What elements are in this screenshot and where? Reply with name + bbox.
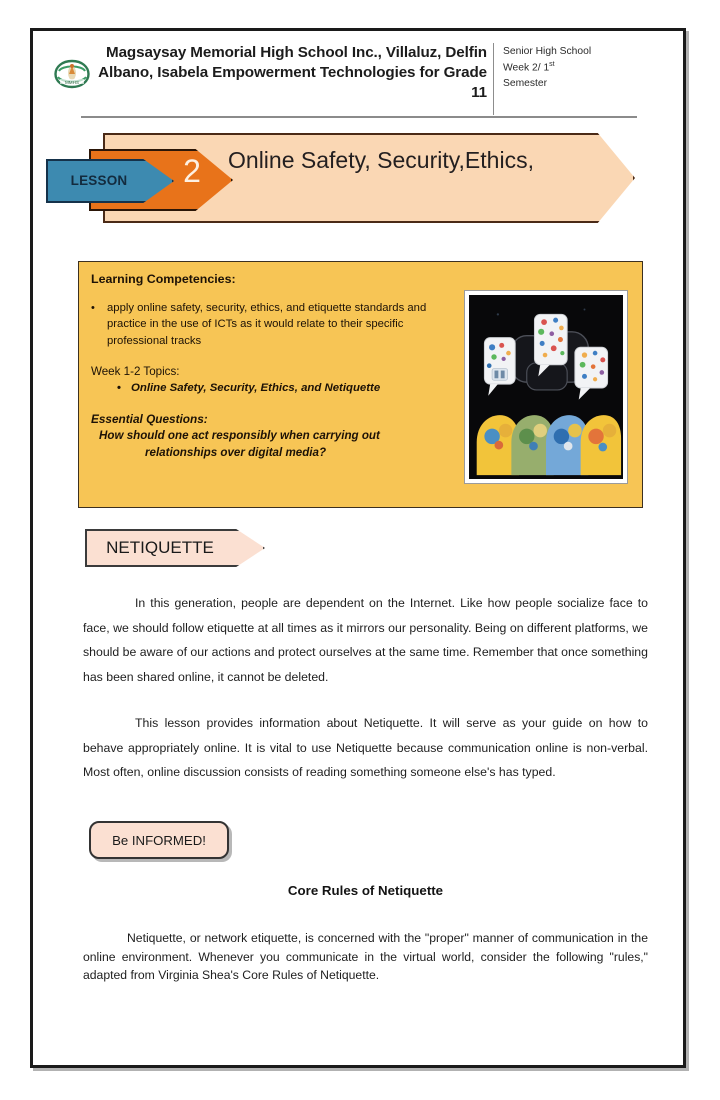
header-meta-week: Week 2/ 1 bbox=[503, 62, 550, 74]
week-topics-label: Week 1-2 Topics: bbox=[91, 365, 180, 379]
essential-question-line-2: relationships over digital media? bbox=[145, 446, 327, 460]
bullet-icon: • bbox=[91, 302, 95, 314]
header-meta-line-3: Semester bbox=[503, 77, 548, 89]
be-informed-label: Be INFORMED! bbox=[112, 833, 206, 848]
week-topic-item: • Online Safety, Security, Ethics, and Netiquette bbox=[131, 382, 463, 394]
netiquette-paragraph-2: This lesson provides information about Netiquette. It will serve as your guide on how to behave appropriately online. It is vital to use Netiquette because communication online is non-verbal. Most often, online discussion consists of reading something someone else's has typed. bbox=[83, 716, 648, 780]
school-seal-icon bbox=[53, 57, 91, 91]
header-meta bbox=[503, 44, 653, 91]
essential-question-text bbox=[91, 428, 463, 462]
competency-bullet-item bbox=[91, 300, 463, 349]
lesson-title: Online Safety, Security,Ethics, bbox=[228, 147, 534, 173]
header-rule bbox=[81, 116, 637, 118]
essential-questions-label: Essential Questions: bbox=[91, 412, 208, 427]
netiquette-tag-label: NETIQUETTE bbox=[106, 538, 214, 557]
be-informed-box bbox=[89, 821, 229, 859]
learning-competencies-box bbox=[78, 261, 643, 508]
svg-text:MMHS: MMHS bbox=[64, 80, 80, 85]
lesson-label: LESSON bbox=[70, 173, 128, 188]
header-meta-line-1: Senior High School bbox=[503, 46, 592, 57]
core-rules-heading: Core Rules of Netiquette bbox=[287, 883, 444, 898]
page-title: Magsaysay Memorial High School Inc., Villaluz, Delfin Albano, Isabela Empowerment Technologies for Grade 11 bbox=[98, 44, 487, 102]
worksheet-page bbox=[30, 28, 686, 1068]
netiquette-paragraph-1: In this generation, people are dependent on the Internet. Like how people socialize face to face, we should follow etiquette at all times as it mirrors our personality. Being on different platforms, we should be aware of our actions and protect ourselves at the same time. Remember that once something has been shared online, it cannot be deleted. bbox=[83, 596, 648, 685]
competencies-figure bbox=[464, 290, 628, 484]
essential-question-line-1: How should one act responsibly when carrying out bbox=[99, 429, 380, 443]
header-meta-line-2 bbox=[503, 60, 653, 76]
lesson-number: 2 bbox=[183, 153, 201, 189]
header-meta-ordinal: st bbox=[549, 60, 555, 68]
competency-bullet-text: apply online safety, security, ethics, and etiquette standards and practice in the use of ICTs as it would relate to their specific professional tracks bbox=[107, 302, 427, 347]
competencies-heading: Learning Competencies: bbox=[91, 272, 236, 286]
page-header bbox=[33, 31, 683, 121]
competencies-text bbox=[91, 272, 463, 462]
heads-speech-bubbles-illustration bbox=[469, 295, 623, 479]
header-divider bbox=[493, 43, 494, 115]
core-rules-paragraph: Netiquette, or network etiquette, is concerned with the "proper" manner of communication in the online environment. Whenever you communicate in the virtual world, consider the following "rules," adapted from Virginia Shea's Core Rules of Netiquette. bbox=[83, 931, 648, 983]
netiquette-tag bbox=[85, 529, 265, 567]
lesson-banner bbox=[41, 131, 681, 226]
